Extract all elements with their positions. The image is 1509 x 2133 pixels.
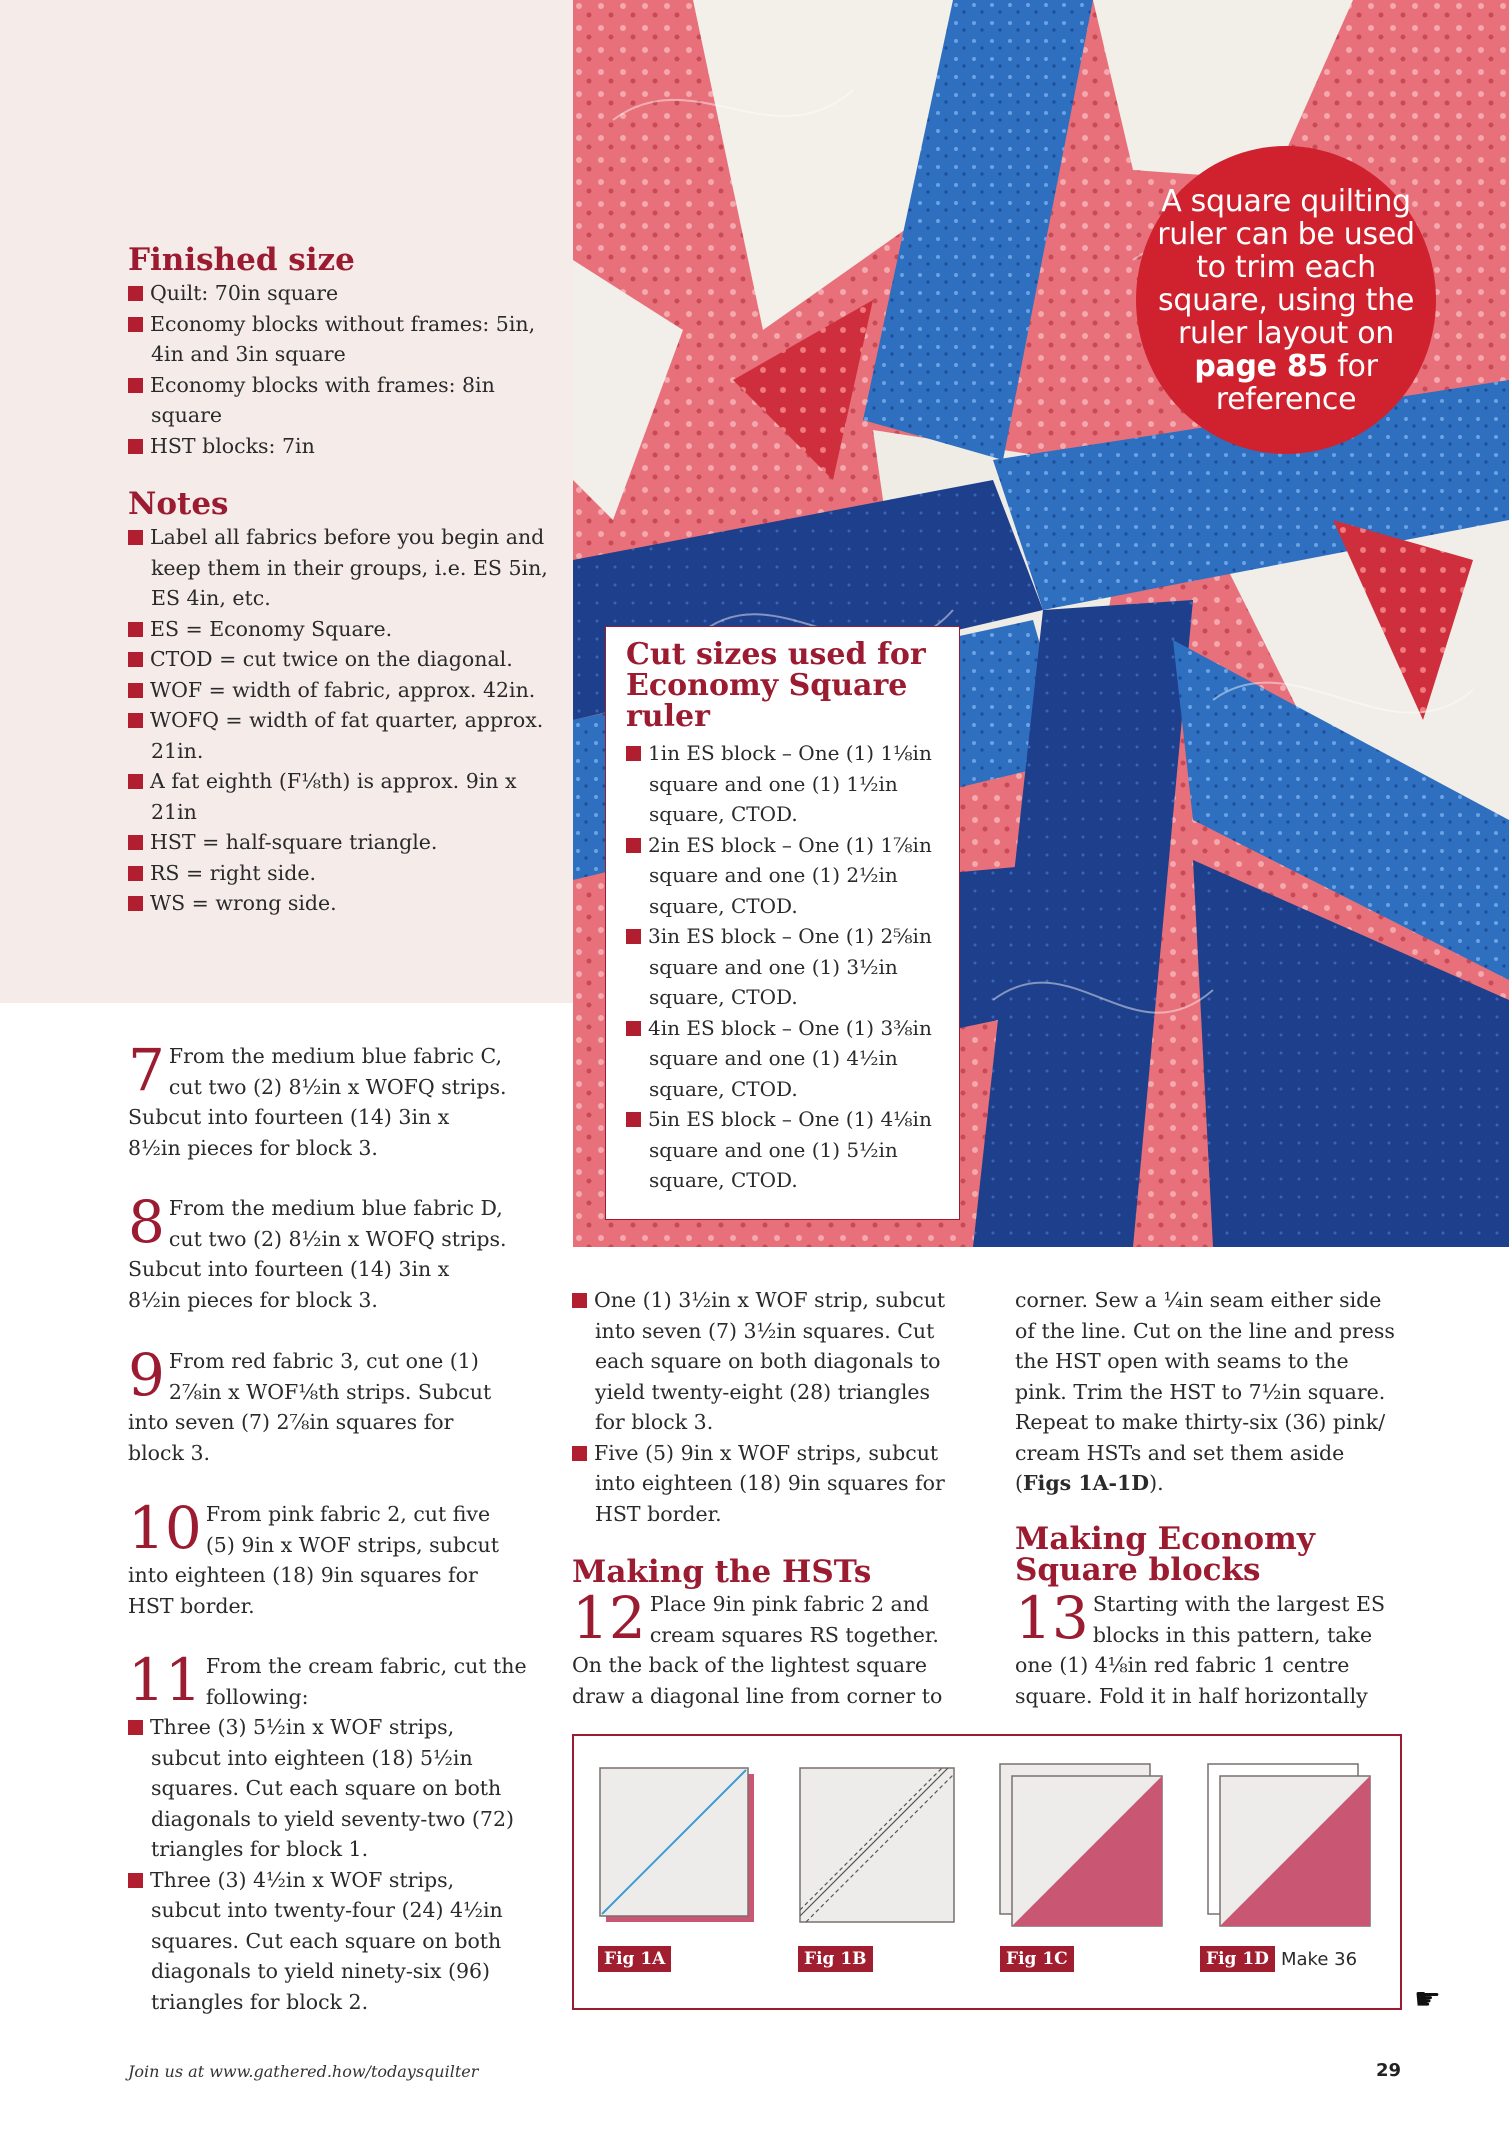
step-9 [128, 1341, 508, 1468]
bullet-square-icon [128, 713, 143, 728]
step-text: From pink fabric 2, cut five (5) 9in x WOF strips, subcut into eighteen (18) 9in squares for HST border. [128, 1502, 499, 1618]
list-item: 2in ES block – One (1) 1⅞in square and one (1) 2½in square, CTOD. [626, 830, 945, 922]
bullet-square-icon [128, 622, 143, 637]
figure-1d-diagram [1206, 1762, 1376, 1932]
step-12-continued: corner. Sew a ¼in seam either side of the line. Cut on the line and press the HST open with seams to the pink. Trim the HST to 7½in square. Repeat to make thirty-six (36) pink/ cream HSTs and set them aside (Figs 1A-1D). [1015, 1288, 1395, 1495]
list-item: 3in ES block – One (1) 2⅝in square and one (1) 3½in square, CTOD. [626, 921, 945, 1013]
step-text: Starting with the largest ES blocks in this pattern, take one (1) 4⅛in red fabric 1 centre square. Fold it in half horizontally [1015, 1592, 1386, 1708]
bullet-square-icon [128, 683, 143, 698]
bullet-square-icon [626, 1112, 641, 1127]
cream-cut-list [128, 1712, 528, 2017]
bullet-square-icon [128, 866, 143, 881]
figure-1d-label: Fig 1D [1200, 1946, 1275, 1972]
step-number: 12 [572, 1584, 646, 1652]
figure-1a-label: Fig 1A [598, 1946, 671, 1972]
step-number: 11 [128, 1646, 202, 1714]
figures-box [572, 1734, 1402, 2010]
finished-size-section [128, 243, 558, 461]
step-number: 10 [128, 1494, 202, 1562]
step-8 [128, 1188, 508, 1315]
figure-1b-label: Fig 1B [798, 1946, 873, 1972]
list-item: HST blocks: 7in [128, 431, 558, 462]
step-10 [128, 1494, 508, 1621]
figure-1c-label: Fig 1C [1000, 1946, 1074, 1972]
list-item: ES = Economy Square. [128, 614, 558, 645]
bullet-square-icon [128, 530, 143, 545]
making-es-blocks-heading: Making Economy Square blocks [1015, 1521, 1315, 1588]
list-item: 4in ES block – One (1) 3⅜in square and one (1) 4½in square, CTOD. [626, 1013, 945, 1105]
bullet-square-icon [626, 838, 641, 853]
pointing-hand-icon: ☛ [1414, 1982, 1441, 2017]
figure-1a-diagram [598, 1766, 758, 1926]
step-number: 7 [128, 1036, 165, 1104]
list-item: WOF = width of fabric, approx. 42in. [128, 675, 558, 706]
step-text: From red fabric 3, cut one (1) 2⅞in x WOF⅛th strips. Subcut into seven (7) 2⅞in squares for block 3. [128, 1349, 492, 1465]
bullet-square-icon [626, 929, 641, 944]
notes-list [128, 522, 558, 919]
step-7 [128, 1036, 508, 1163]
step-text: From the cream fabric, cut the following: [205, 1654, 527, 1709]
step-number: 8 [128, 1188, 165, 1256]
bullet-square-icon [128, 439, 143, 454]
cut-sizes-box [605, 626, 960, 1220]
list-item: Five (5) 9in x WOF strips, subcut into eighteen (18) 9in squares for HST border. [572, 1438, 962, 1530]
step-11-continued [572, 1285, 962, 1529]
list-item: Quilt: 70in square [128, 278, 558, 309]
list-item: Label all fabrics before you begin and keep them in their groups, i.e. ES 5in, ES 4in, etc. [128, 522, 558, 614]
bullet-square-icon [128, 835, 143, 850]
step-11 [128, 1646, 528, 2017]
step-13 [1015, 1584, 1395, 1711]
bullet-square-icon [128, 896, 143, 911]
step-text: From the medium blue fabric C, cut two (2) 8½in x WOFQ strips. Subcut into fourteen (14) 3in x 8½in pieces for block 3. [128, 1044, 507, 1160]
bullet-square-icon [128, 652, 143, 667]
finished-size-heading: Finished size [128, 242, 355, 278]
list-item: CTOD = cut twice on the diagonal. [128, 644, 558, 675]
list-item: One (1) 3½in x WOF strip, subcut into seven (7) 3½in squares. Cut each square on both diagonals to yield twenty-eight (28) triangles for block 3. [572, 1285, 962, 1438]
bullet-square-icon [128, 378, 143, 393]
figure-1c-diagram [998, 1762, 1168, 1932]
list-item: Three (3) 4½in x WOF strips, subcut into twenty-four (24) 4½in squares. Cut each square on both diagonals to yield ninety-six (96) triangles for block 2. [128, 1865, 528, 2018]
step-number: 13 [1015, 1584, 1089, 1652]
list-item: A fat eighth (F⅛th) is approx. 9in x 21in [128, 766, 558, 827]
footer-url: Join us at www.gathered.how/todaysquilter [128, 2062, 479, 2081]
notes-section [128, 487, 558, 919]
list-item: 5in ES block – One (1) 4⅛in square and one (1) 5½in square, CTOD. [626, 1104, 945, 1196]
list-item: WS = wrong side. [128, 888, 558, 919]
cream-cut-list-continued [572, 1285, 962, 1529]
list-item: HST = half-square triangle. [128, 827, 558, 858]
figure-1b-diagram [798, 1766, 958, 1926]
list-item: RS = right side. [128, 858, 558, 889]
bullet-square-icon [626, 1021, 641, 1036]
step-text: Place 9in pink fabric 2 and cream squares RS together. On the back of the lightest square draw a diagonal line from corner to [572, 1592, 943, 1708]
list-item: Economy blocks without frames: 5in, 4in and 3in square [128, 309, 558, 370]
bullet-square-icon [626, 746, 641, 761]
finished-size-list [128, 278, 558, 461]
cut-sizes-list [626, 738, 945, 1196]
page-number: 29 [1376, 2060, 1402, 2081]
notes-heading: Notes [128, 486, 229, 522]
list-item: WOFQ = width of fat quarter, approx. 21in. [128, 705, 558, 766]
list-item: 1in ES block – One (1) 1⅛in square and one (1) 1½in square, CTOD. [626, 738, 945, 830]
bullet-square-icon [128, 774, 143, 789]
bullet-square-icon [128, 317, 143, 332]
step-12 [572, 1584, 952, 1711]
list-item: Three (3) 5½in x WOF strips, subcut into eighteen (18) 5½in squares. Cut each square on both diagonals to yield seventy-two (72) triangles for block 1. [128, 1712, 528, 1865]
ruler-tip-text: A square quilting ruler can be used to trim each square, using the ruler layout on page 85 for reference [1157, 183, 1415, 417]
ruler-tip-callout [1136, 146, 1436, 454]
bullet-square-icon [128, 286, 143, 301]
making-hsts-heading: Making the HSTs [572, 1554, 872, 1590]
step-text: From the medium blue fabric D, cut two (2) 8½in x WOFQ strips. Subcut into fourteen (14) 3in x 8½in pieces for block 3. [128, 1196, 507, 1312]
make-count-note: Make 36 [1281, 1949, 1358, 1970]
step-number: 9 [128, 1341, 165, 1409]
list-item: Economy blocks with frames: 8in square [128, 370, 558, 431]
cut-sizes-heading: Cut sizes used for Economy Square ruler [626, 637, 926, 734]
